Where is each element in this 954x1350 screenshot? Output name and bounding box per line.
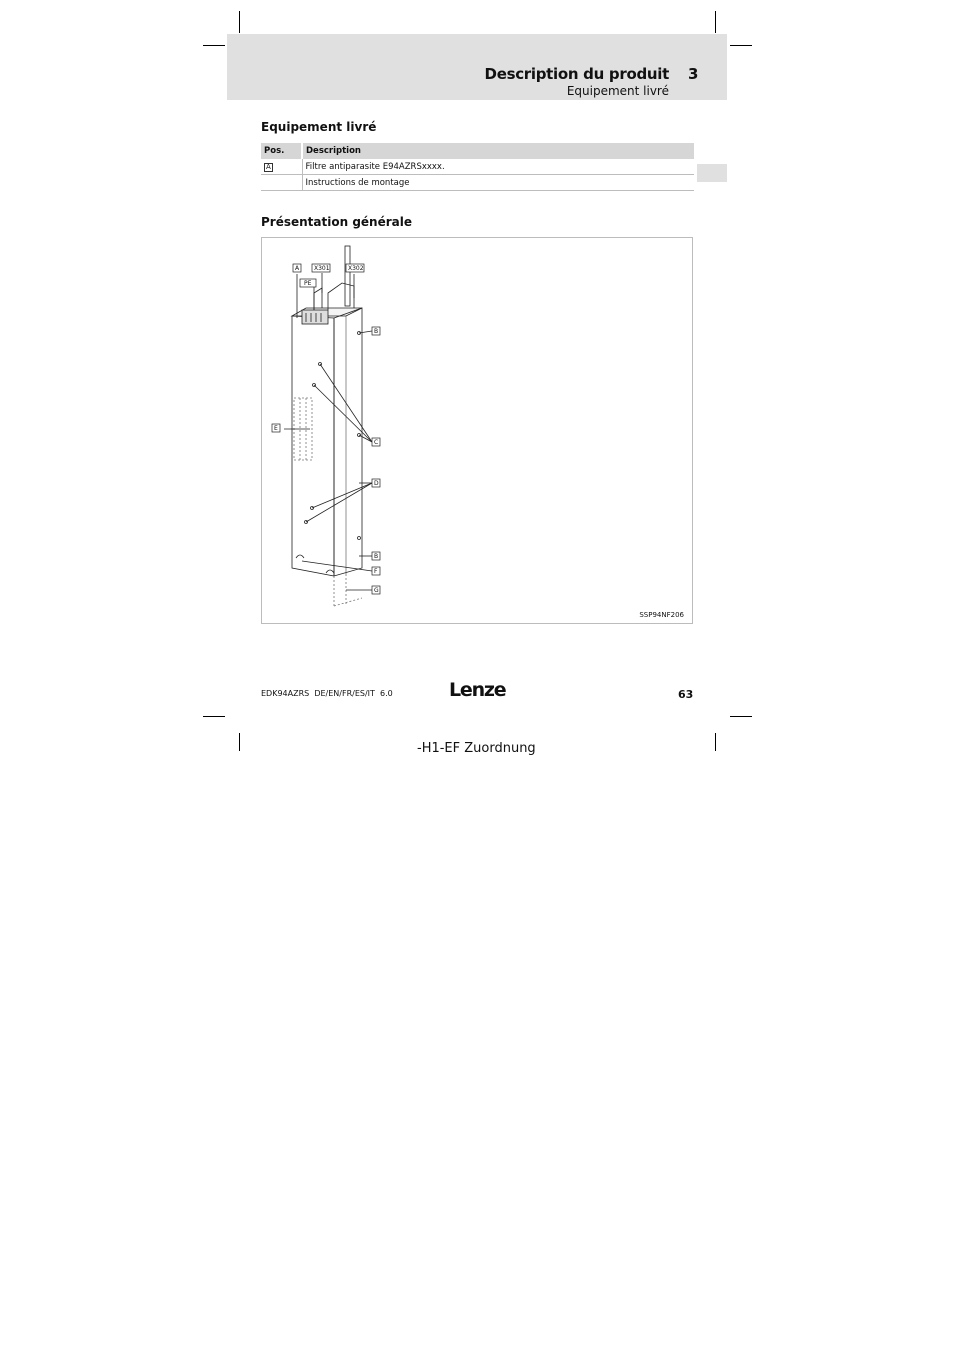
position-label-box: A	[266, 162, 271, 171]
delivery-heading: Equipement livré	[261, 120, 377, 134]
delivery-table	[261, 143, 694, 191]
connector-label: PE	[304, 280, 312, 287]
document-reference: EDK94AZRS DE/EN/FR/ES/IT 6.0	[261, 689, 393, 698]
callout-label: D	[374, 480, 379, 487]
figure-reference: SSP94NF206	[639, 611, 684, 619]
table-cell-description: Filtre antiparasite E94AZRSxxxx.	[302, 159, 694, 175]
callout-label: B	[374, 328, 379, 335]
page-number: 63	[678, 688, 694, 701]
crop-mark	[239, 11, 240, 33]
crop-mark	[715, 11, 716, 33]
table-cell-pos	[261, 175, 302, 191]
chapter-title: Description du produit	[484, 65, 669, 83]
column-header-pos: Pos.	[261, 143, 302, 159]
table-row	[261, 175, 694, 191]
product-figure	[261, 237, 693, 624]
callout-label: A	[295, 265, 300, 272]
table-cell-pos	[261, 159, 302, 175]
connector-label: X301	[314, 265, 330, 272]
connector-label: X302	[348, 265, 364, 272]
callout-label: F	[374, 568, 378, 575]
filter-illustration	[262, 238, 694, 625]
chapter-subtitle: Equipement livré	[566, 84, 669, 98]
callout-label: G	[374, 587, 379, 594]
crop-mark	[730, 716, 752, 717]
side-tab	[697, 164, 727, 182]
lenze-logo: Lenze	[449, 679, 506, 701]
page-caption: -H1-EF Zuordnung	[417, 741, 536, 756]
column-header-description: Description	[302, 143, 694, 159]
crop-mark	[239, 733, 240, 751]
callout-label: C	[374, 439, 379, 446]
table-row	[261, 159, 694, 175]
crop-mark	[730, 45, 752, 46]
crop-mark	[203, 45, 225, 46]
callout-label: E	[274, 425, 278, 432]
table-cell-description: Instructions de montage	[302, 175, 694, 191]
crop-mark	[203, 716, 225, 717]
crop-mark	[715, 733, 716, 751]
overview-heading: Présentation générale	[261, 215, 413, 229]
chapter-number: 3	[688, 65, 699, 83]
callout-label: B	[374, 553, 379, 560]
